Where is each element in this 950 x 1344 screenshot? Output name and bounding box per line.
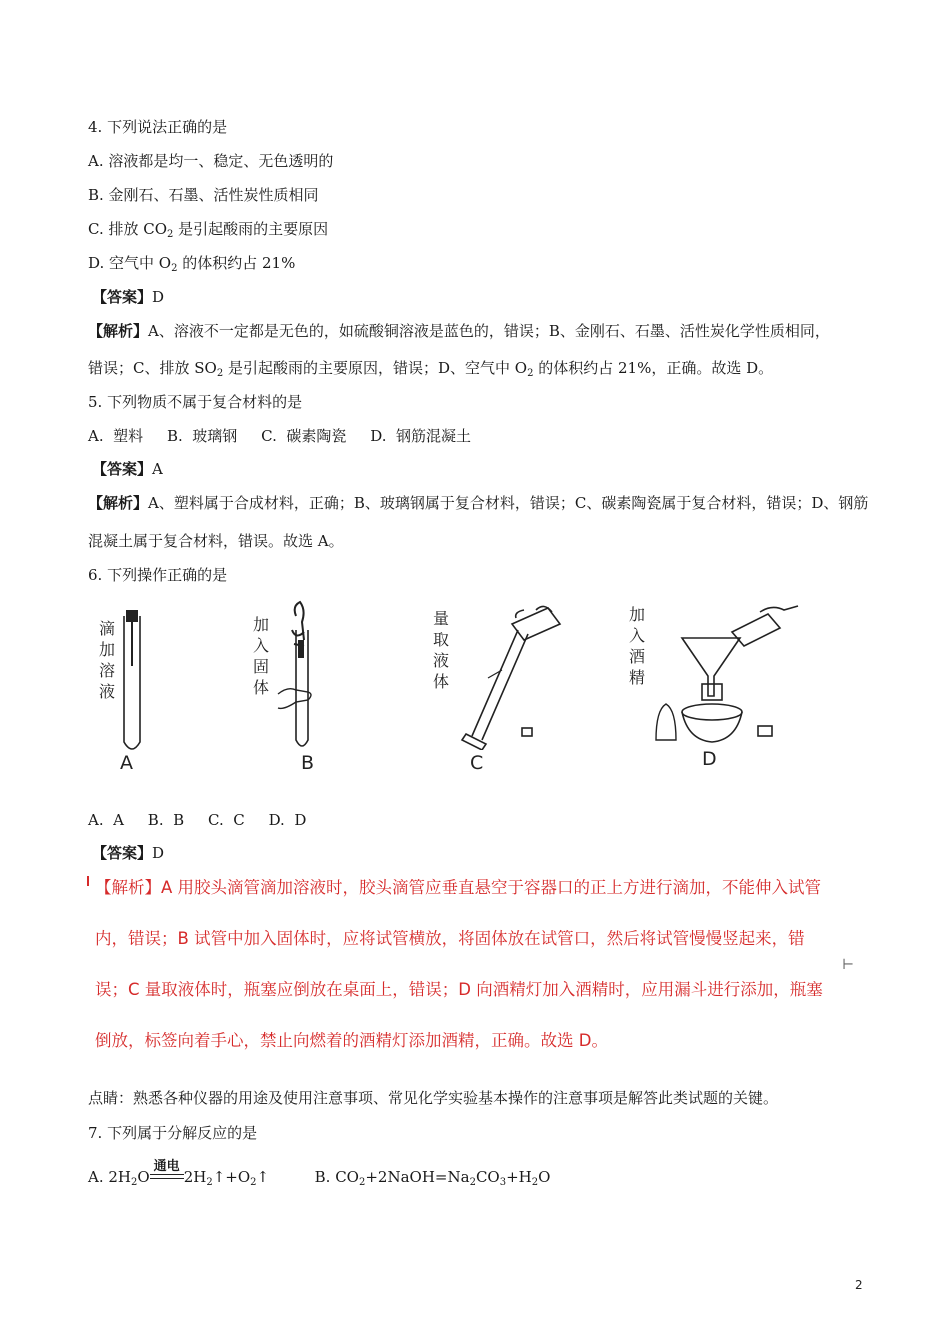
page-number: 2 [855,1278,863,1292]
q4-option-c: C. 排放 $CO_2$ 是引起酸雨的主要原因 [88,220,329,240]
q6-analysis-line1: 【解析】A 用胶头滴管滴加溶液时，胶头滴管应垂直悬空于容器口的正上方进行滴加，不能伸入试管 [95,878,822,897]
q6-analysis-line2: 内，错误；B 试管中加入固体时，应将试管横放，将固体放在试管口，然后将试管慢慢竖起来，错 [95,929,805,948]
q4-analysis-line2: 错误；C、排放 $SO_2$ 是引起酸雨的主要原因，错误；D、空气中 $O_2$ 的体积约占 21%，正确。故选 D。 [88,359,774,379]
figure-c-caption: 量取液体 [432,609,449,691]
q6-tip: 点睛：熟悉各种仪器的用途及使用注意事项、常见化学实验基本操作的注意事项是解答此类试题的关键。 [88,1089,779,1107]
q4-analysis-line1: 【解析】A、溶液不一定都是无色的，如硫酸铜溶液是蓝色的，错误；B、金刚石、石墨、活性炭化学性质相同， [88,322,830,340]
alcohol-lamp-funnel-drawing [648,600,808,750]
q4-stem: 4. 下列说法正确的是 [88,118,228,136]
figure-a-letter: A [120,752,133,774]
q5-options: A. 塑料 B. 玻璃钢 C. 碳素陶瓷 D. 钢筋混凝土 [88,427,472,445]
q5-analysis-line2: 混凝土属于复合材料，错误。故选 A。 [88,532,344,550]
q6-analysis-line4: 倒放，标签向着手心，禁止向燃着的酒精灯添加酒精，正确。故选 D。 [95,1031,608,1050]
q7-stem: 7. 下列属于分解反应的是 [88,1124,258,1142]
figure-a-caption: 滴加溶液 [98,619,115,701]
figure-b-letter: B [301,752,315,774]
q7-option-b: B. $CO_2+2NaOH=Na_2CO_3+H_2O$ [314,1168,551,1188]
cursor-mark: ⊢ [842,957,855,973]
q5-answer: 【答案】A [92,460,163,478]
figure-d-letter: D [702,748,717,770]
q7-option-a: A. $2H_2O$ 通电 $2H_2↑+O_2↑$ [88,1159,270,1188]
q4-answer: 【答案】D [92,288,165,306]
q5-stem: 5. 下列物质不属于复合材料的是 [88,393,303,411]
figure-c-letter: C [470,752,484,774]
q7-options [88,1159,551,1188]
q5-analysis-line1: 【解析】A、塑料属于合成材料，正确；B、玻璃钢属于复合材料，错误；C、碳素陶瓷属于复合材料，错误；D、钢筋 [88,494,869,512]
q6-figures [88,600,868,780]
q6-answer: 【答案】D [92,844,165,862]
dropper-test-tube-drawing [118,606,148,756]
solid-test-tube-drawing [274,600,324,756]
q6-options: A. A B. B C. C D. D [88,811,307,829]
q4-option-a: A. 溶液都是均一、稳定、无色透明的 [88,152,334,170]
figure-d-caption: 加入酒精 [628,605,645,687]
figure-b-caption: 加入固体 [252,615,269,697]
q6-analysis-line3: 误；C 量取液体时，瓶塞应倒放在桌面上，错误；D 向酒精灯加入酒精时，应用漏斗进行添加，瓶塞 [95,980,823,999]
q6-stem: 6. 下列操作正确的是 [88,566,228,584]
q4-option-d: D. 空气中 $O_2$ 的体积约占 21% [88,254,296,274]
measuring-cylinder-drawing [452,600,572,750]
q4-option-b: B. 金刚石、石墨、活性炭性质相同 [88,186,319,204]
red-margin-mark [87,876,89,886]
electrolysis-condition: 通电 [150,1174,184,1186]
